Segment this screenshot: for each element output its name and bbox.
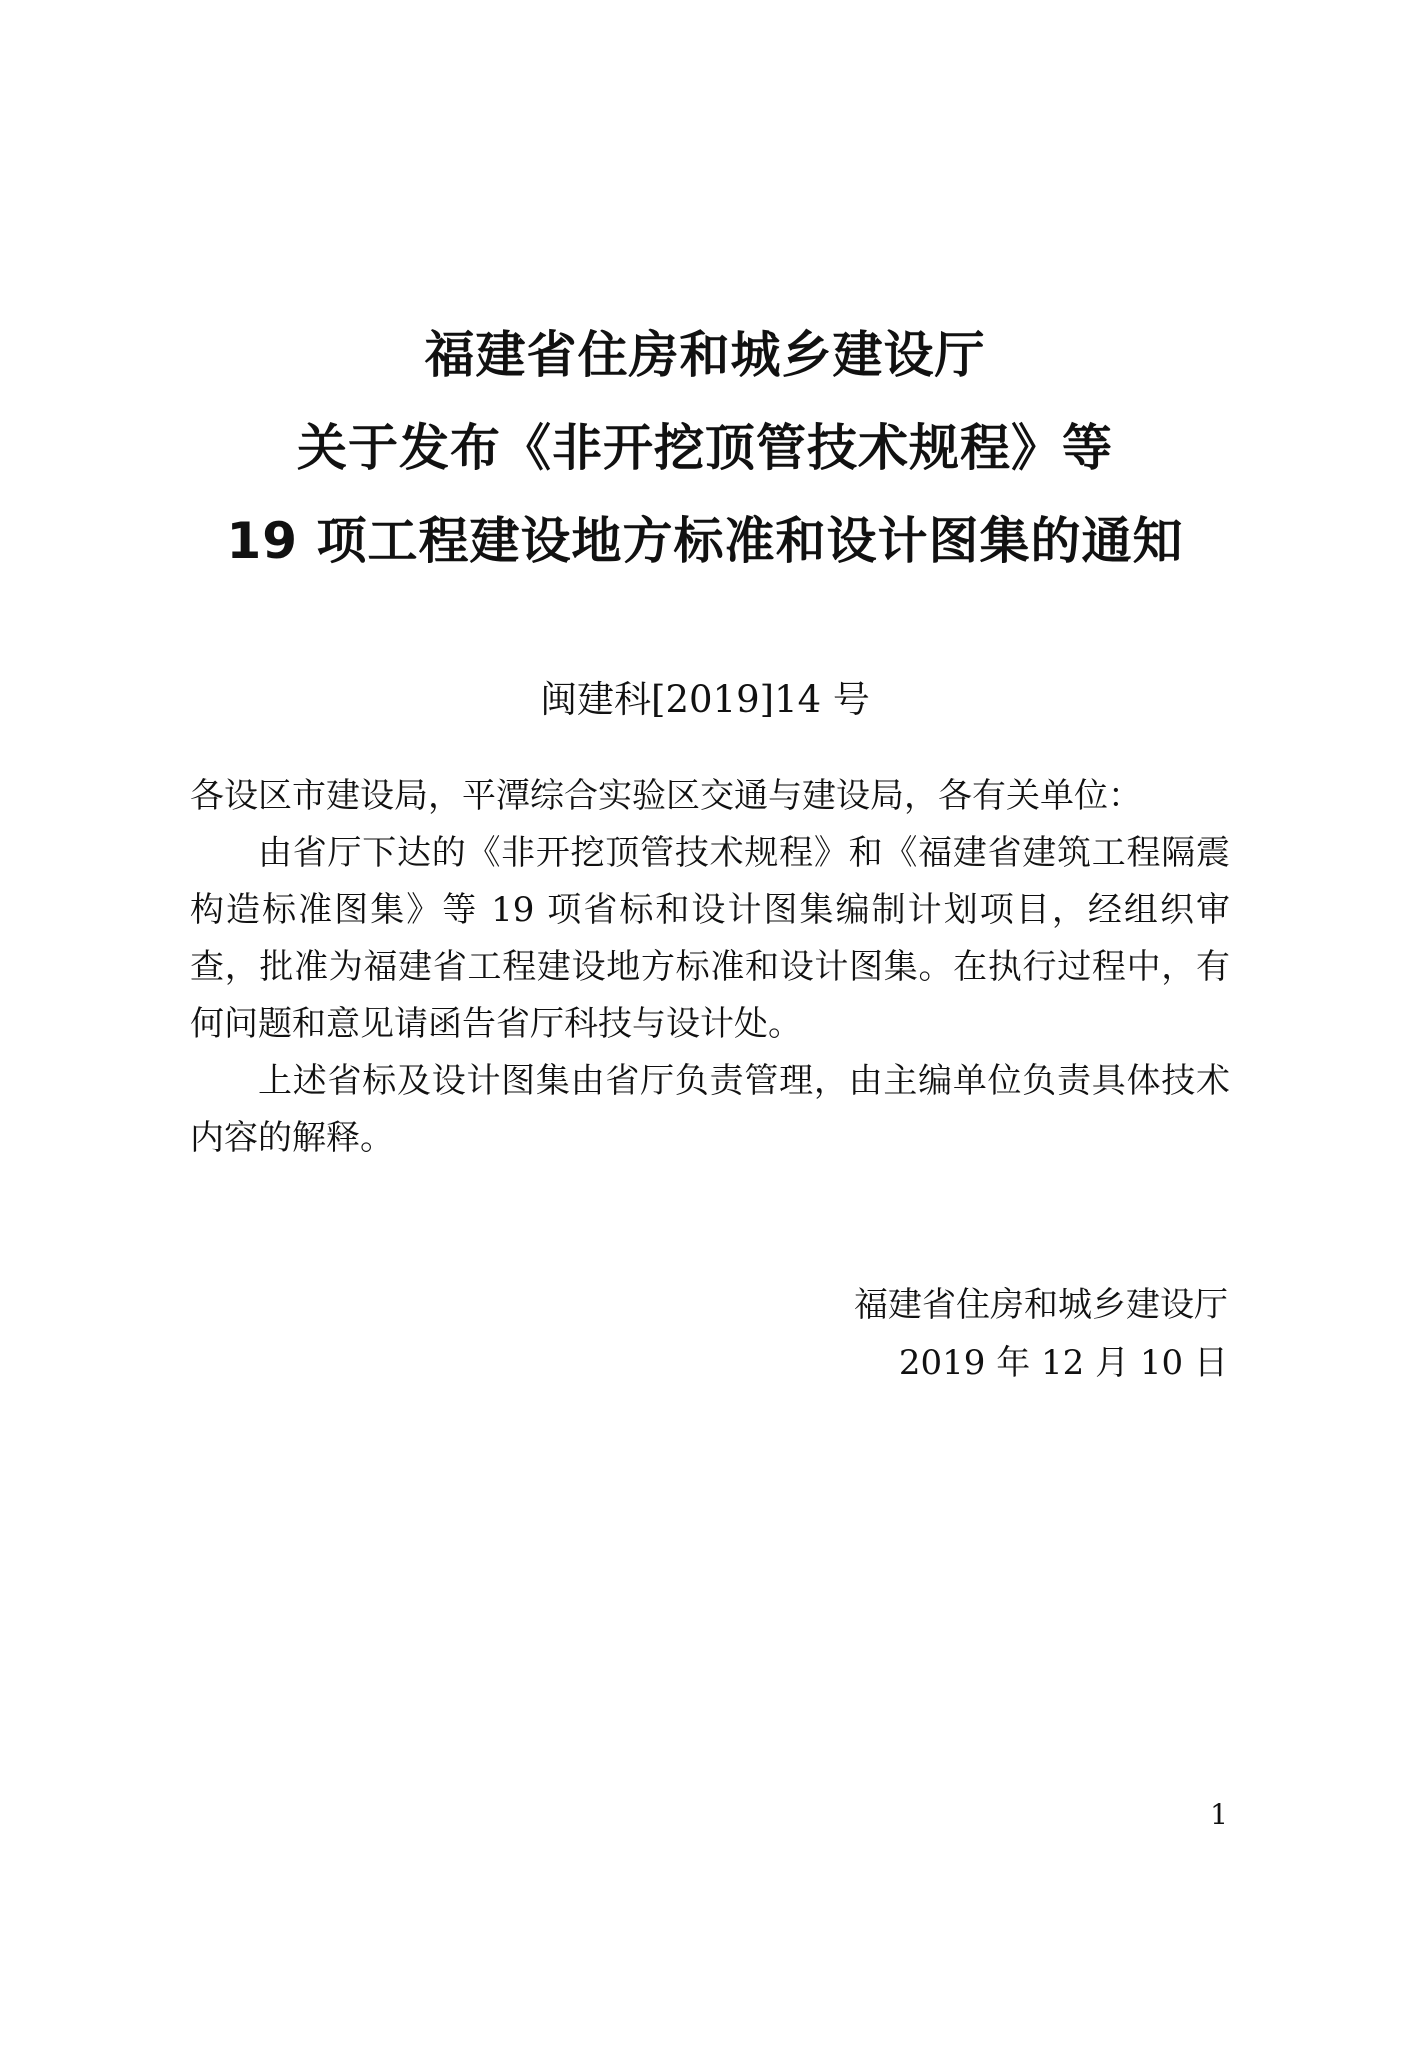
title-line-1: 福建省住房和城乡建设厅 bbox=[424, 326, 986, 384]
signature-block bbox=[854, 1276, 1228, 1392]
document-body bbox=[190, 768, 1230, 1167]
title-line-2: 关于发布《非开挖顶管技术规程》等 bbox=[297, 419, 1113, 477]
title-line-3: 19 项工程建设地方标准和设计图集的通知 bbox=[226, 512, 1184, 570]
issue-date: 2019 年 12 月 10 日 bbox=[898, 1343, 1228, 1383]
page-number: 1 bbox=[1210, 1798, 1228, 1831]
issuer-name: 福建省住房和城乡建设厅 bbox=[854, 1285, 1228, 1325]
salutation: 各设区市建设局，平潭综合实验区交通与建设局，各有关单位： bbox=[190, 776, 1142, 816]
paragraph-1: 由省厅下达的《非开挖顶管技术规程》和《福建省建筑工程隔震构造标准图集》等 19 项省标和设计图集编制计划项目，经组织审查，批准为福建省工程建设地方标准和设计图集。在执行过程中，有何问题和意见请函告省厅科技与设计处。 bbox=[190, 833, 1230, 1044]
document-number: 闽建科[2019]14 号 bbox=[540, 678, 870, 721]
paragraph-2: 上述省标及设计图集由省厅负责管理，由主编单位负责具体技术内容的解释。 bbox=[190, 1061, 1230, 1158]
document-title bbox=[0, 326, 1410, 570]
